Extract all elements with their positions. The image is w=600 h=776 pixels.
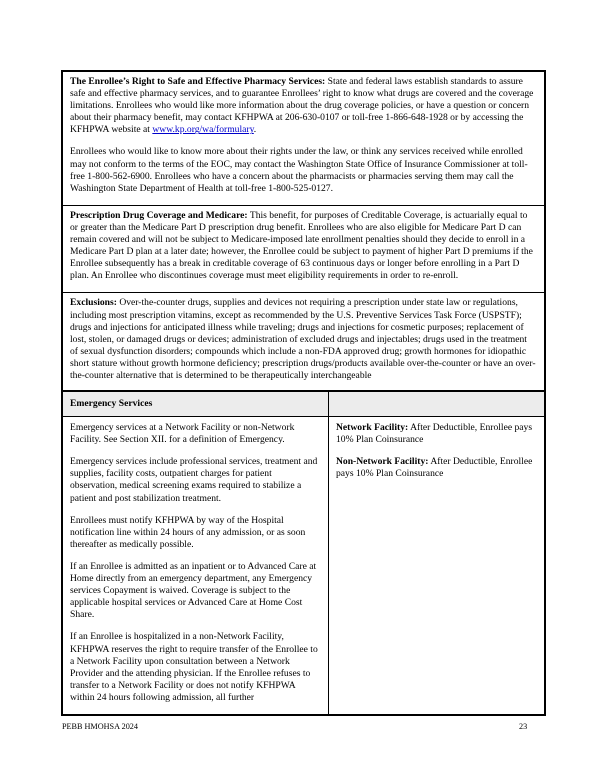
paragraph — [336, 456, 537, 480]
footer-plan-name: PEBB HMOHSA 2024 — [62, 722, 138, 731]
paragraph — [70, 561, 321, 621]
paragraph — [70, 631, 321, 704]
network-facility-cost: After Deductible, Enrollee pays 10% Plan Coinsurance — [336, 422, 533, 446]
pharmacy-rights-text-end: . — [253, 124, 257, 136]
benefit-paragraph-2: Emergency services include professional services, treatment and supplies, facility costs, outpatient charges for patient observation, medical screening exams required to stabilize a patient and post stabilization treatment. — [70, 456, 318, 504]
pharmacy-rights-section — [63, 72, 544, 195]
medicare-coverage-section — [63, 205, 544, 283]
paragraph — [70, 210, 537, 283]
benefit-paragraph-3: Enrollees must notify KFHPWA by way of the Hospital notification line within 24 hours of any admission, or as soon thereafter as medically possible. — [70, 514, 306, 550]
benefit-description-cell — [63, 417, 329, 714]
benefit-paragraph-1: Emergency services at a Network Facility or non-Network Facility. See Section XII. for a definition of Emergency. — [70, 422, 295, 446]
paragraph — [70, 422, 321, 446]
benefit-paragraph-4: If an Enrollee is admitted as an inpatient or to Advanced Care at Home directly from an emergency department, any Emergency services Copayment is waived. Coverage is subject to the applicable hospital services or Advanced Care at Home Cost Share. — [70, 560, 317, 621]
table-header-row — [63, 392, 544, 417]
formulary-link[interactable]: www.kp.org/wa/formulary — [152, 124, 254, 136]
medicare-coverage-heading: Prescription Drug Coverage and Medicare: — [70, 209, 248, 221]
network-facility-label: Network Facility: — [336, 422, 409, 434]
exclusions-section — [63, 292, 544, 382]
notice-box — [61, 70, 546, 394]
pharmacy-rights-text: State and federal laws establish standards to assure safe and effective pharmacy services, and to guarantee Enrollees’ right to know what drugs are covered and the coverage limitations. Enrollees who would like more information about the drug coverage policies, or have a question or concern about their pharmacy benefit, may contact KFHPWA at 206-630-0107 or toll-free 1-866-648-1928 or by accessing the KFHPWA website at — [70, 76, 534, 136]
non-network-facility-label: Non-Network Facility: — [336, 456, 429, 468]
cost-share-cell — [329, 417, 544, 714]
insurance-commissioner-text: Enrollees who would like to know more about their rights under the law, or think any services received while enrolled may not conform to the terms of the EOC, may contact the Washington State Office of Insurance Commissioner at toll-free 1-800-562-6900. Enrollees who have a concern about the pharmacists or pharmacies serving them may call the Washington State Department of Health at toll-free 1-800-525-0127. — [70, 146, 528, 194]
pharmacy-rights-heading: The Enrollee’s Right to Safe and Effective Pharmacy Services: — [70, 76, 326, 87]
paragraph — [70, 146, 537, 194]
table-header-cost — [329, 392, 544, 416]
table-header-benefit: Emergency Services — [63, 392, 329, 416]
exclusions-heading: Exclusions: — [70, 297, 117, 309]
footer-page-number: 23 — [519, 722, 528, 731]
table-body-row — [63, 417, 544, 714]
exclusions-text: Over-the-counter drugs, supplies and devices not requiring a prescription under state law or regulations, including most prescription vitamins, except as recommended by the U.S. Preventive Services Task Force (USPSTF); drugs and injections for anticipated illness while traveling; drugs and injections for cosmetic purposes; replacement of lost, stolen, or damaged drugs or devices; administration of excluded drugs and injectables; drugs used in the treatment of sexual dysfunction disorders; compounds which include a non-FDA approved drug; growth hormones for idiopathic short stature without growth hormone deficiency; prescription drugs/products available over-the-counter or have an over-the-counter alternative that is determined to be therapeutically interchangeable — [70, 297, 536, 381]
paragraph — [70, 515, 321, 551]
paragraph — [70, 76, 537, 136]
emergency-services-table — [61, 390, 546, 716]
paragraph — [70, 297, 537, 382]
medicare-coverage-text: This benefit, for purposes of Creditable Coverage, is actuarially equal to or greater than the Medicare Part D prescription drug benefit. Enrollees who are also eligible for Medicare Part D can remain covered and will not be subject to Medicare-imposed late enrollment penalties should they decide to enroll in a Medicare Part D plan at a later date; however, the Enrollee could be subject to payment of higher Part D premiums if the Enrollee subsequently has a break in creditable coverage of 63 continuous days or longer before enrolling in a Part D plan. An Enrollee who discontinues coverage must meet eligibility requirements in order to re-enroll. — [70, 209, 533, 282]
benefit-paragraph-5: If an Enrollee is hospitalized in a non-Network Facility, KFHPWA reserves the right to require transfer of the Enrollee to a Network Facility upon consultation between a Network Provider and the attending physician. If the Enrollee refuses to transfer to a Network Facility or does not notify KFHPWA within 24 hours following admission, all further — [70, 631, 318, 703]
paragraph — [336, 422, 537, 446]
non-network-facility-cost: After Deductible, Enrollee pays 10% Plan Coinsurance — [336, 456, 533, 480]
paragraph — [70, 456, 321, 504]
